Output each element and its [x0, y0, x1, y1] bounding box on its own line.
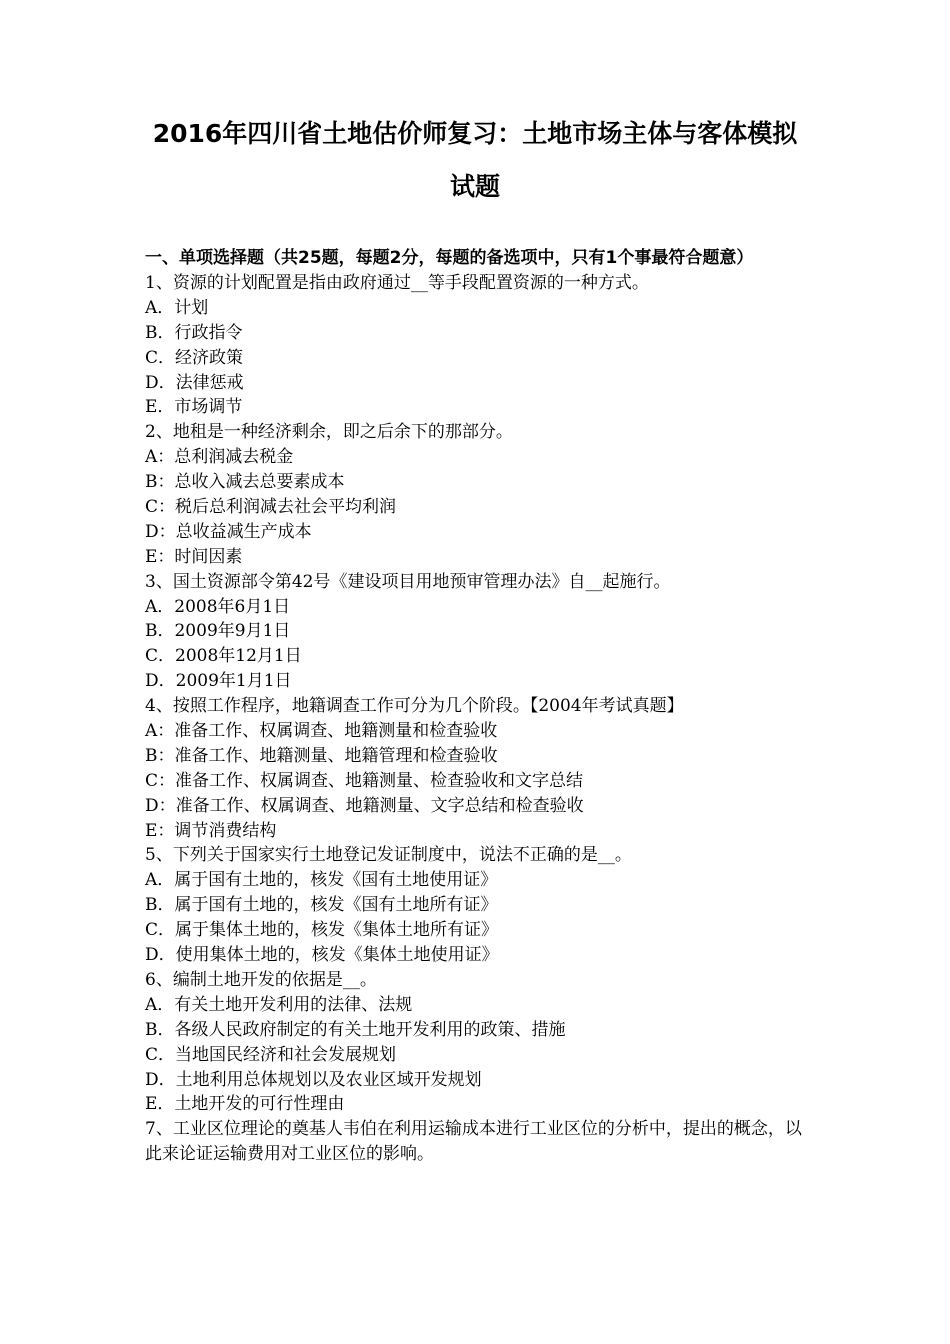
question-stem: 5、下列关于国家实行土地登记发证制度中，说法不正确的是__。	[145, 845, 632, 866]
question-option: E．土地开发的可行性理由	[145, 1094, 345, 1115]
question-option: E：调节消费结构	[145, 820, 277, 841]
question-option: D．2009年1月1日	[145, 671, 292, 692]
question-option: A．有关土地开发利用的法律、法规	[145, 994, 413, 1015]
question-stem: 4、按照工作程序，地籍调查工作可分为几个阶段。【2004年考试真题】	[145, 696, 684, 717]
question-stem: 7、工业区位理论的奠基人韦伯在利用运输成本进行工业区位的分析中，提出的概念，以此来论证运输费用对工业区位的影响。	[145, 1119, 802, 1165]
question-option: D．法律惩戒	[145, 372, 244, 393]
question-stem: 6、编制土地开发的依据是__。	[145, 969, 377, 990]
question-option: A：总利润减去税金	[145, 447, 294, 468]
question-option: E．市场调节	[145, 397, 243, 418]
question-option: D：准备工作、权属调查、地籍测量、文字总结和检查验收	[145, 795, 584, 816]
question-stem: 1、资源的计划配置是指由政府通过__等手段配置资源的一种方式。	[145, 273, 649, 293]
question-stem: 2、地租是一种经济剩余，即之后余下的那部分。	[145, 422, 513, 443]
section-heading: 一、单项选择题（共25题，每题2分，每题的备选项中，只有1个事最符合题意）	[145, 248, 754, 268]
document-body	[145, 246, 810, 1167]
question-option: B．属于国有土地的，核发《国有土地所有证》	[145, 895, 498, 916]
question-option: B．2009年9月1日	[145, 621, 291, 642]
question-option: A．2008年6月1日	[145, 596, 291, 617]
question-option: C．2008年12月1日	[145, 646, 302, 667]
question-option: C．经济政策	[145, 347, 244, 368]
question-option: A．计划	[145, 297, 209, 318]
question-4	[145, 694, 810, 843]
document-title-line-1: 2016年四川省土地估价师复习：土地市场主体与客体模拟	[152, 119, 798, 148]
question-option: B．各级人民政府制定的有关土地开发利用的政策、措施	[145, 1019, 566, 1040]
question-option: A：准备工作、权属调查、地籍测量和检查验收	[145, 721, 498, 742]
question-option: A．属于国有土地的，核发《国有土地使用证》	[145, 870, 498, 891]
question-option: C．属于集体土地的，核发《集体土地所有证》	[145, 920, 499, 941]
question-5	[145, 843, 810, 967]
question-stem: 3、国土资源部令第42号《建设项目用地预审管理办法》自__起施行。	[145, 571, 671, 592]
question-option: D．使用集体土地的，核发《集体土地使用证》	[145, 945, 499, 966]
question-option: B．行政指令	[145, 322, 243, 343]
question-option: D：总收益减生产成本	[145, 521, 312, 542]
question-option: C：准备工作、权属调查、地籍测量、检查验收和文字总结	[145, 770, 584, 791]
question-option: E：时间因素	[145, 546, 243, 567]
question-option: D．土地利用总体规划以及农业区域开发规划	[145, 1069, 482, 1090]
question-option: B：准备工作、地籍测量、地籍管理和检查验收	[145, 745, 498, 766]
question-option: B：总收入减去总要素成本	[145, 472, 345, 493]
question-option: C：税后总利润减去社会平均利润	[145, 497, 397, 518]
question-7	[145, 1117, 810, 1167]
question-1	[145, 271, 810, 420]
question-2	[145, 420, 810, 569]
question-6	[145, 968, 810, 1117]
document-title-line-2: 试题	[449, 172, 500, 201]
question-3	[145, 570, 810, 694]
question-option: C．当地国民经济和社会发展规划	[145, 1044, 397, 1065]
